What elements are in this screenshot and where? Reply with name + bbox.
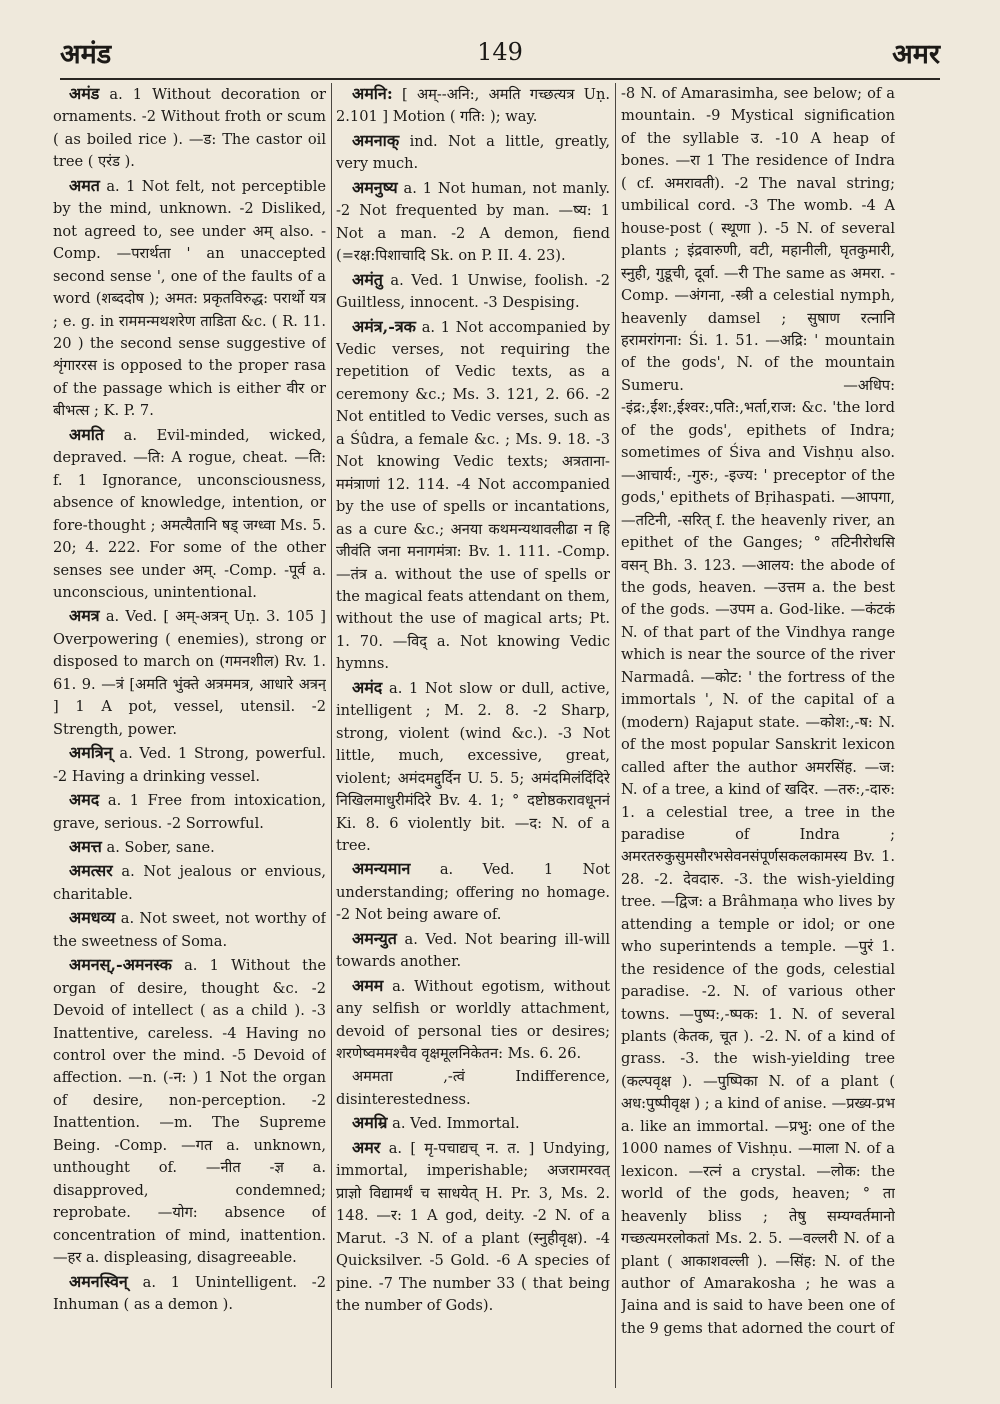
header-rule	[60, 78, 940, 80]
entry-headword: अमत्रिन्	[69, 743, 113, 763]
column-divider	[331, 83, 332, 1388]
dictionary-entry	[53, 83, 326, 174]
entry-headword: अमत्सर	[69, 861, 113, 881]
dictionary-entry	[53, 789, 326, 835]
dictionary-entry	[621, 83, 895, 1340]
entry-headword: अमनस्,-अमनस्क	[69, 955, 172, 975]
entry-headword: अमति	[69, 424, 105, 444]
entry-headword: अमत्त	[69, 836, 102, 856]
entry-definition: ind. Not a little, greatly, very much.	[336, 132, 610, 173]
entry-headword: अमंड	[69, 84, 100, 103]
entry-definition: a. Ved. [ अम्-अत्रन् Uṇ. 3. 105 ] Overpowering ( enemies), strong or disposed to march on (गमनशील) Rv. 1. 61. 9. —त्रं [अमति भुंक्ते अत्रममत्र, आधारे अत्रन् ] 1 A pot, vessel, utensil. -2 Strength, power.	[53, 608, 326, 738]
dictionary-entry	[53, 860, 326, 906]
entry-definition: a. [ मृ-पचाद्यच् न. त. ] Undying, immortal, imperishable; अजरामरवत् प्राज्ञो विद्यामर्थं च साधयेत् H. Pr. 3, Ms. 2. 148. —र: 1 A god, deity. -2 N. of a Marut. -3 N. of a plant (स्नुहीवृक्ष). -4 Quicksilver. -5 Gold. -6 A species of pine. -7 The number 33 ( that being the number of Gods).	[336, 1139, 610, 1315]
entry-definition: -8 N. of Amarasimha, see below; of a mountain. -9 Mystical signification of the syllable उ. -10 A heap of bones. —रा 1 The residence of Indra ( cf. अमरावती). -2 The naval string; umbilical cord. -3 The womb. -4 A house-post ( स्थूणा ). -5 N. of several plants ; इंद्रवारुणी, वटी, महानीली, घृतकुमारी, स्नुही, गुडूची, दूर्वा. —री The same as अमरा. -Comp. —अंगना, -स्त्री a celestial nymph, heavenly damsel ; सुषाण रत्नानि हरामरांगना: Śi. 1. 51. —अद्रि: ' mountain of the gods', N. of the mountain Sumeru. —अधिप: -इंद्र:,ईश:,ईश्वर:,पति:,भर्ता,राज: &c. 'the lord of the gods', epithets of Indra; sometimes of Śiva and Vishṇu also. —आचार्य:, -गुरु:, -इज्य: ' preceptor of the gods,' epithets of Bṛihaspati. —आपगा, —तटिनी, -सरित् f. the heavenly river, an epithet of the Ganges; ° तटिनीरोधसि वसन् Bh. 3. 123. —आलय: the abode of the gods, heaven. —उत्तम a. the best of the gods. —उपम a. God-like. —कंटकं N. of that part of the Vindhya range which is near the source of the river Narmadâ. —कोट: ' the fortress of the immortals ', N. of the capital of a (modern) Rajaput state. —कोश:,-ष: N. of the most popular Sanskrit lexicon called after the author अमरसिंह. —ज: N. of a tree, a kind of खदिर. —तरु:,-दारु: 1. a celestial tree, a tree in the paradise of Indra ; अमरतरुकुसुमसौरभसेवनसंपूर्णसकलकामस्य Bv. 1. 28. -2. देवदारु. -3. the wish-yielding tree. —द्विज: a Brâhmaṇa who lives by attending a temple or idol; or one who superintends a temple. —पुरं 1. the residence of the gods, celestial paradise. -2. N. of various other towns. —पुष्प:,-ष्पक: 1. N. of several plants (केतक, चूत ). -2. N. of a kind of grass. -3. the wish-yielding tree (कल्पवृक्ष ). —पुष्पिका N. of a plant ( अध:पुष्पीवृक्ष ) ; a kind of anise. —प्रख्य-प्रभ a. like an immortal. —प्रभु: one of the 1000 names of Vishṇu. —माला N. of a lexicon. —रत्नं a crystal. —लोक: the world of the gods, heaven; ° ता heavenly bliss ; तेषु सम्यग्वर्तमानो गच्छत्यमरलोकतां Ms. 2. 5. —वल्लरी N. of a plant ( आकाशवल्ली ). —सिंह: N. of the author of Amarakosha ; he was a Jaina and is said to have been one of the 9 gems that adorned the court of	[621, 85, 895, 1337]
entry-definition: a. Not sweet, not worthy of the sweetness of Soma.	[53, 910, 326, 950]
entry-headword: अमनि:	[352, 84, 393, 103]
entry-definition: a. 1 Without decoration or ornaments. -2 Without froth or scum ( as boiled rice ). —ड: The castor oil tree ( एरंड ).	[53, 86, 326, 171]
entry-definition: a. Not jealous or envious, charitable.	[53, 863, 326, 903]
entry-definition: a. Ved. Not bearing ill-will towards another.	[336, 930, 610, 971]
dictionary-entry	[53, 836, 326, 859]
dictionary-entry	[336, 677, 610, 858]
entry-definition: a. 1 Unintelligent. -2 Inhuman ( as a demon ).	[53, 1273, 326, 1314]
entry-definition: a. Without egotism, without any selfish or worldly attachment, devoid of personal ties or desires; शरणेष्वममश्चैव वृक्षमूलनिकेतन: Ms. 6. 26.	[336, 977, 610, 1063]
column-divider	[615, 83, 616, 1388]
dictionary-entry	[336, 177, 610, 268]
entry-definition: a. Sober, sane.	[106, 838, 215, 856]
header-right-guideword: अमर	[892, 39, 940, 70]
entry-definition: a. Ved. 1 Strong, powerful. -2 Having a drinking vessel.	[53, 745, 326, 785]
entry-definition: a. 1 Not felt, not perceptible by the mind, unknown. -2 Disliked, not agreed to, see under अम् also. -Comp. —परार्थता ' an unaccepted second sense ', one of the faults of a word (शब्ददोष ); अमत: प्रकृतविरुद्ध: परार्थो यत्र ; e. g. in राममन्मथशरेण ताडिता &c. ( R. 11. 20 ) the second sense suggestive of शृंगाररस is opposed to the proper rasa of the passage which is either वीर or बीभत्स ; K. P. 7.	[53, 177, 326, 420]
entry-definition: a. 1 Without the organ of desire, thought &c. -2 Devoid of intellect ( as a child ). -3 Inattentive, careless. -4 Having no control over the mind. -5 Devoid of affection. —n. (-न: ) 1 Not the organ of desire, non-perception. -2 Inattention. —m. The Supreme Being. -Comp. —गत a. unknown, unthought of. —नीत -ज्ञ a. disapproved, condemned; reprobate. —योग: absence of concentration of mind, inattention. —हर a. displeasing, disagreeable.	[53, 957, 326, 1267]
dictionary-entry	[336, 975, 610, 1066]
entry-definition: अममता ,-त्वं Indifference, disinterestedness.	[336, 1068, 610, 1108]
entry-headword: अमन्युत	[352, 928, 397, 948]
entry-headword: अमत	[69, 175, 100, 195]
entry-headword: अमद	[69, 790, 100, 810]
entry-headword: अमनस्विन्	[69, 1271, 128, 1291]
dictionary-entry	[53, 1271, 326, 1317]
dictionary-entry	[53, 175, 326, 423]
entry-headword: अमन्यमान	[352, 859, 411, 879]
dictionary-entry	[53, 742, 326, 788]
entry-headword: अमत्र	[69, 606, 100, 626]
entry-headword: अमम्रि	[352, 1113, 388, 1133]
dictionary-entry	[53, 907, 326, 953]
entry-definition: a. Ved. 1 Unwise, foolish. -2 Guiltless, innocent. -3 Despising.	[336, 271, 610, 312]
entry-headword: अमंत्र,-त्रक	[352, 316, 416, 336]
entry-headword: अमधव्य	[69, 908, 116, 928]
entry-headword: अमंद	[352, 677, 383, 697]
dictionary-entry	[336, 858, 610, 926]
entry-definition: a. Ved. Immortal.	[392, 1115, 520, 1133]
dictionary-entry	[336, 1112, 610, 1135]
entry-headword: अमर	[352, 1137, 381, 1157]
header-left-guideword: अमंड	[60, 39, 112, 70]
dictionary-entry	[53, 605, 326, 741]
entry-definition: a. Ved. 1 Not understanding; offering no homage. -2 Not being aware of.	[336, 861, 610, 924]
dictionary-entry	[336, 1066, 610, 1111]
dictionary-entry	[336, 269, 610, 315]
entry-definition: a. 1 Not accompanied by Vedic verses, not requiring the repetition of Vedic texts, as a ceremony &c.; Ms. 3. 121, 2. 66. -2 Not entitled to Vedic verses, such as a Śûdra, a female &c. ; Ms. 9. 18. -3 Not knowing Vedic texts; अत्रताना-ममंत्राणां 12. 114. -4 Not accompanied by the use of spells or incantations, as a cure &c.; अनया कथमन्यथावलीढा न हि जीवंति जना मनागमंत्रा: Bv. 1. 111. -Comp. —तंत्र a. without the use of spells or the magical feats attendant on them, without the use of magical arts; Pt. 1. 70. —विद् a. Not knowing Vedic hymns.	[336, 318, 610, 673]
column-1	[53, 83, 326, 1380]
entry-headword: अमनुष्य	[352, 177, 398, 197]
entry-definition: [ अम्--अनि:, अमति गच्छत्यत्र Uṇ. 2.101 ] Motion ( गति: ); way.	[336, 86, 610, 126]
entry-definition: a. 1 Not slow or dull, active, intelligent ; M. 2. 8. -2 Sharp, strong, violent (wind &c.). -3 Not little, much, excessive, great, violent; अमंदमद्दुर्दिन U. 5. 5; अमंदमिलंदिंदिरे निखिलमाधुरीमंदिरे Bv. 4. 1; ° दष्टोष्ठकरावधूननं Ki. 8. 6 violently bit. —द: N. of a tree.	[336, 679, 610, 854]
dictionary-entry	[53, 424, 326, 605]
dictionary-entry	[336, 1137, 610, 1318]
column-2	[336, 83, 610, 1380]
entry-headword: अमंतु	[352, 269, 383, 289]
dictionary-entry	[336, 928, 610, 974]
entry-definition: a. Evil-minded, wicked, depraved. —ति: A rogue, cheat. —ति: f. 1 Ignorance, unconsciousness, absence of knowledge, intention, or fore-thought ; अमत्यैतानि षड् जग्ध्वा Ms. 5. 20; 4. 222. For some of the other senses see under अम्. -Comp. -पूर्व a. unconscious, unintentional.	[53, 426, 326, 601]
dictionary-entry	[336, 130, 610, 176]
entry-headword: अमम	[352, 975, 384, 995]
dictionary-entry	[336, 316, 610, 676]
column-3	[621, 83, 895, 1380]
entry-definition: a. 1 Not human, not manly. -2 Not frequented by man. —ष्य: 1 Not a man. -2 A demon, fiend (=रक्ष:पिशाचादि Sk. on P. II. 4. 23).	[336, 179, 610, 265]
page-number: 149	[477, 38, 523, 66]
page-header	[60, 34, 940, 74]
dictionary-entry	[53, 954, 326, 1269]
dictionary-entry	[336, 83, 610, 129]
entry-headword: अमनाक्	[352, 130, 400, 150]
entry-definition: a. 1 Free from intoxication, grave, serious. -2 Sorrowful.	[53, 792, 326, 832]
